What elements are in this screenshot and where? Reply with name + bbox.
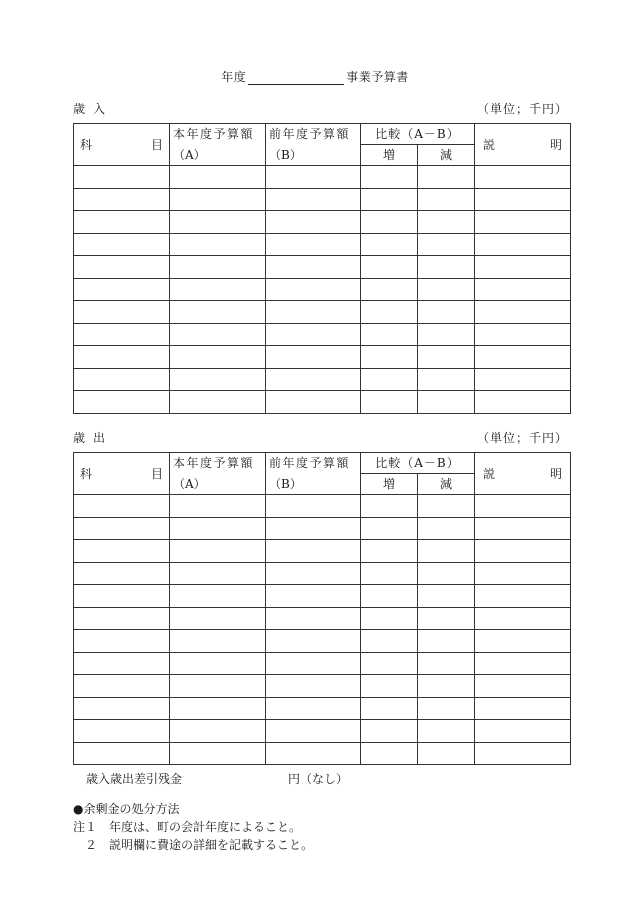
table-cell[interactable] (361, 188, 418, 211)
title-suffix: 事業予算書 (346, 70, 409, 84)
table-cell[interactable] (361, 720, 418, 743)
table-cell[interactable] (266, 652, 361, 675)
table-cell[interactable] (170, 256, 266, 279)
table-cell[interactable] (418, 188, 475, 211)
header-previous-budget: 前年度予算額 （B） (266, 453, 361, 495)
table-cell[interactable] (266, 495, 361, 518)
table-cell[interactable] (361, 607, 418, 630)
table-row (74, 585, 571, 608)
surplus-method-note: ●余剰金の処分方法 (73, 802, 180, 816)
table-cell[interactable] (170, 188, 266, 211)
table-row (74, 540, 571, 563)
surplus-value: 円（なし） (288, 772, 349, 786)
table-cell[interactable] (170, 562, 266, 585)
table-cell[interactable] (361, 495, 418, 518)
table-cell[interactable] (361, 346, 418, 369)
table-cell[interactable] (418, 368, 475, 391)
table-cell[interactable] (266, 188, 361, 211)
income-table (73, 123, 571, 414)
table-cell[interactable] (475, 278, 571, 301)
table-cell[interactable] (475, 301, 571, 324)
table-cell[interactable] (475, 517, 571, 540)
table-cell[interactable] (475, 720, 571, 743)
table-cell[interactable] (361, 562, 418, 585)
table-cell[interactable] (170, 630, 266, 653)
table-row (74, 675, 571, 698)
table-cell[interactable] (418, 675, 475, 698)
table-cell[interactable] (418, 652, 475, 675)
table-cell[interactable] (74, 391, 170, 414)
table-row (74, 233, 571, 256)
header-comparison: 比較（A－B） (361, 453, 475, 474)
table-cell[interactable] (475, 562, 571, 585)
year-blank-field[interactable] (248, 72, 344, 85)
table-cell[interactable] (266, 630, 361, 653)
title-prefix: 年度 (221, 70, 247, 84)
table-cell[interactable] (361, 675, 418, 698)
table-cell[interactable] (170, 278, 266, 301)
table-cell[interactable] (74, 562, 170, 585)
table-cell[interactable] (361, 166, 418, 189)
table-cell[interactable] (361, 278, 418, 301)
table-cell[interactable] (418, 278, 475, 301)
table-cell[interactable] (170, 211, 266, 234)
table-cell[interactable] (74, 301, 170, 324)
table-cell[interactable] (266, 346, 361, 369)
table-cell[interactable] (74, 211, 170, 234)
table-cell[interactable] (266, 720, 361, 743)
table-cell[interactable] (361, 630, 418, 653)
table-cell[interactable] (170, 323, 266, 346)
table-cell[interactable] (361, 391, 418, 414)
table-cell[interactable] (266, 697, 361, 720)
table-cell[interactable] (266, 675, 361, 698)
table-cell[interactable] (418, 211, 475, 234)
table-cell[interactable] (418, 495, 475, 518)
header-item: 科 目 (74, 453, 170, 495)
table-cell[interactable] (74, 652, 170, 675)
table-cell[interactable] (170, 742, 266, 765)
table-cell[interactable] (418, 346, 475, 369)
header-previous-budget: 前年度予算額 （B） (266, 124, 361, 166)
table-cell[interactable] (418, 517, 475, 540)
surplus-label: 歳入歳出差引残金 (86, 772, 183, 786)
table-cell[interactable] (74, 607, 170, 630)
table-row (74, 517, 571, 540)
document-title (0, 68, 630, 85)
table-cell[interactable] (418, 323, 475, 346)
table-row (74, 697, 571, 720)
note-2: ２ 説明欄に費途の詳細を記載すること。 (73, 838, 314, 852)
table-row (74, 720, 571, 743)
table-cell[interactable] (418, 166, 475, 189)
header-description: 説 明 (475, 124, 571, 166)
table-row (74, 211, 571, 234)
table-cell[interactable] (418, 607, 475, 630)
table-cell[interactable] (74, 517, 170, 540)
table-cell[interactable] (170, 391, 266, 414)
header-increase: 増 (361, 145, 418, 166)
table-row (74, 166, 571, 189)
table-cell[interactable] (475, 607, 571, 630)
table-cell[interactable] (418, 720, 475, 743)
table-cell[interactable] (170, 652, 266, 675)
income-table-body (74, 166, 571, 414)
table-cell[interactable] (418, 697, 475, 720)
table-cell[interactable] (74, 323, 170, 346)
table-row (74, 742, 571, 765)
table-cell[interactable] (361, 585, 418, 608)
table-cell[interactable] (418, 301, 475, 324)
table-cell[interactable] (170, 675, 266, 698)
table-cell[interactable] (170, 540, 266, 563)
table-cell[interactable] (418, 562, 475, 585)
table-cell[interactable] (475, 368, 571, 391)
table-cell[interactable] (74, 495, 170, 518)
table-row (74, 391, 571, 414)
header-decrease: 減 (418, 145, 475, 166)
table-cell[interactable] (418, 742, 475, 765)
table-cell[interactable] (74, 675, 170, 698)
table-cell[interactable] (170, 720, 266, 743)
table-cell[interactable] (361, 652, 418, 675)
table-cell[interactable] (475, 211, 571, 234)
table-cell[interactable] (74, 188, 170, 211)
table-cell[interactable] (361, 742, 418, 765)
table-cell[interactable] (74, 233, 170, 256)
table-row (74, 495, 571, 518)
table-cell[interactable] (266, 323, 361, 346)
header-current-budget: 本年度予算額 （A） (170, 453, 266, 495)
table-cell[interactable] (74, 256, 170, 279)
table-cell[interactable] (475, 233, 571, 256)
table-cell[interactable] (361, 211, 418, 234)
table-row (74, 188, 571, 211)
surplus-line (86, 770, 349, 787)
table-cell[interactable] (475, 630, 571, 653)
header-item: 科 目 (74, 124, 170, 166)
table-cell[interactable] (74, 540, 170, 563)
table-cell[interactable] (74, 346, 170, 369)
table-cell[interactable] (266, 742, 361, 765)
header-current-budget: 本年度予算額 （A） (170, 124, 266, 166)
table-cell[interactable] (418, 391, 475, 414)
table-cell[interactable] (361, 323, 418, 346)
table-cell[interactable] (361, 368, 418, 391)
table-cell[interactable] (74, 720, 170, 743)
table-cell[interactable] (266, 301, 361, 324)
header-increase: 増 (361, 474, 418, 495)
table-cell[interactable] (475, 391, 571, 414)
table-cell[interactable] (170, 346, 266, 369)
table-row (74, 630, 571, 653)
table-cell[interactable] (74, 166, 170, 189)
table-row (74, 278, 571, 301)
expense-table-body (74, 495, 571, 765)
table-cell[interactable] (170, 585, 266, 608)
table-cell[interactable] (475, 346, 571, 369)
table-cell[interactable] (361, 301, 418, 324)
table-cell[interactable] (170, 368, 266, 391)
table-cell[interactable] (475, 585, 571, 608)
table-cell[interactable] (361, 697, 418, 720)
table-cell[interactable] (266, 517, 361, 540)
table-cell[interactable] (361, 540, 418, 563)
table-cell[interactable] (418, 233, 475, 256)
income-unit-label: （単位；千円） (476, 102, 568, 116)
table-cell[interactable] (266, 391, 361, 414)
expense-unit-label: （単位；千円） (476, 431, 568, 445)
income-section-label: 歳入 (73, 102, 114, 116)
table-cell[interactable] (266, 585, 361, 608)
table-cell[interactable] (475, 697, 571, 720)
table-cell[interactable] (475, 256, 571, 279)
table-cell[interactable] (418, 630, 475, 653)
table-cell[interactable] (74, 630, 170, 653)
table-cell[interactable] (475, 495, 571, 518)
table-row (74, 301, 571, 324)
table-cell[interactable] (170, 697, 266, 720)
table-cell[interactable] (74, 742, 170, 765)
table-cell[interactable] (418, 585, 475, 608)
table-row (74, 607, 571, 630)
table-cell[interactable] (475, 540, 571, 563)
table-cell[interactable] (418, 256, 475, 279)
table-cell[interactable] (170, 301, 266, 324)
table-cell[interactable] (74, 697, 170, 720)
table-cell[interactable] (266, 233, 361, 256)
table-cell[interactable] (74, 278, 170, 301)
header-description: 説 明 (475, 453, 571, 495)
table-cell[interactable] (170, 166, 266, 189)
table-cell[interactable] (170, 607, 266, 630)
table-cell[interactable] (170, 233, 266, 256)
table-row (74, 346, 571, 369)
table-cell[interactable] (74, 585, 170, 608)
table-cell[interactable] (361, 256, 418, 279)
table-row (74, 256, 571, 279)
table-cell[interactable] (475, 166, 571, 189)
expense-table (73, 452, 571, 765)
table-cell[interactable] (475, 323, 571, 346)
table-cell[interactable] (266, 211, 361, 234)
header-decrease: 減 (418, 474, 475, 495)
table-cell[interactable] (475, 652, 571, 675)
table-cell[interactable] (475, 742, 571, 765)
table-row (74, 323, 571, 346)
table-cell[interactable] (475, 675, 571, 698)
table-cell[interactable] (361, 233, 418, 256)
table-cell[interactable] (170, 517, 266, 540)
expense-section-label: 歳出 (73, 431, 114, 445)
table-cell[interactable] (266, 256, 361, 279)
table-cell[interactable] (475, 188, 571, 211)
table-cell[interactable] (266, 540, 361, 563)
table-cell[interactable] (266, 368, 361, 391)
table-cell[interactable] (74, 368, 170, 391)
header-comparison: 比較（A－B） (361, 124, 475, 145)
table-cell[interactable] (266, 278, 361, 301)
table-cell[interactable] (170, 495, 266, 518)
table-row (74, 652, 571, 675)
table-cell[interactable] (361, 517, 418, 540)
table-cell[interactable] (266, 166, 361, 189)
note-1: 注１ 年度は、町の会計年度によること。 (73, 820, 302, 834)
table-cell[interactable] (266, 607, 361, 630)
table-cell[interactable] (418, 540, 475, 563)
table-cell[interactable] (266, 562, 361, 585)
table-row (74, 562, 571, 585)
table-row (74, 368, 571, 391)
